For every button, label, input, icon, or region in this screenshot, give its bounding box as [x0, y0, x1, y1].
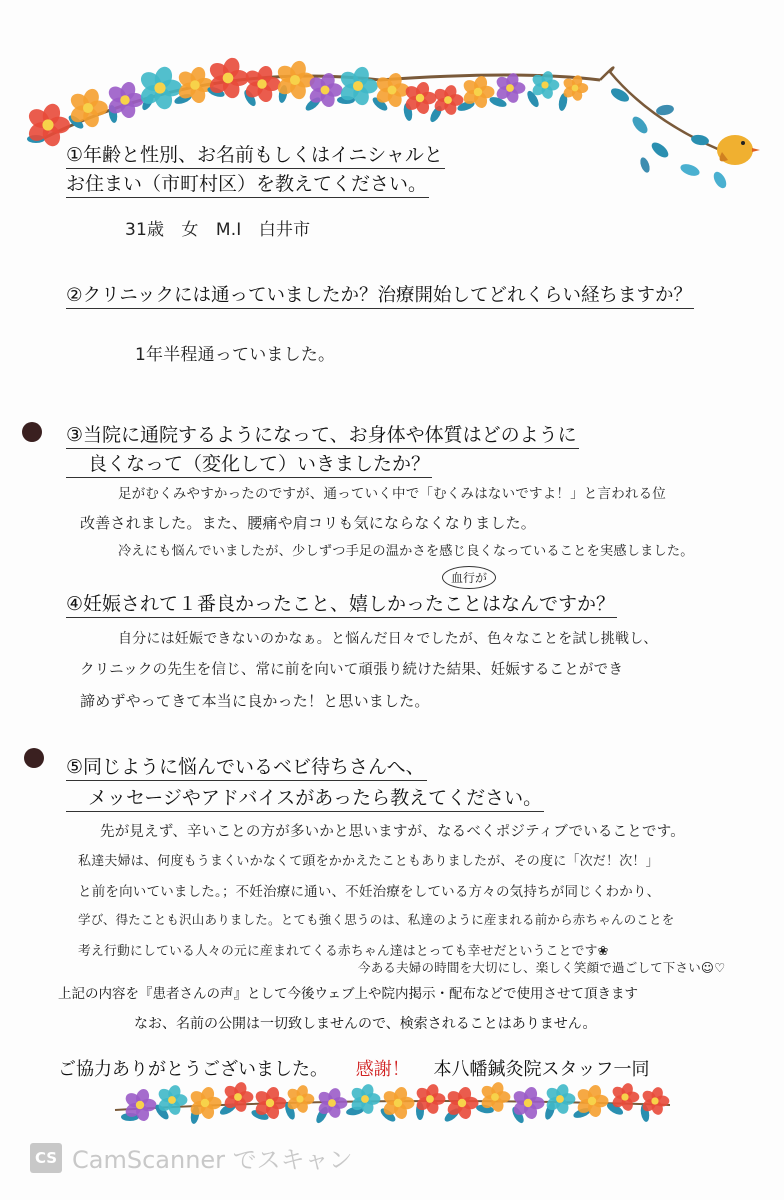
question-5-line-1: ⑤同じように悩んでいるベビ待ちさんへ、: [66, 755, 427, 781]
question-4: [66, 592, 617, 618]
question-5: [66, 755, 544, 812]
floral-garland-bottom: [0, 1075, 784, 1135]
answer-4-line-1: 自分には妊娠できないのかなぁ。と悩んだ日々でしたが、色々なことを試し挑戦し、: [118, 631, 658, 647]
answer-5-line-3: と前を向いていました。；不妊治療に通い、不妊治療をしている方々の気持ちが同じくわかり、: [78, 884, 661, 900]
question-2-line-1: ②クリニックには通っていましたか？治療開始してどれくらい経ちますか？: [66, 283, 694, 309]
question-5-line-2: メッセージやアドバイスがあったら教えてください。: [66, 786, 544, 812]
question-3-line-2: 良くなって（変化して）いきましたか？: [66, 452, 432, 478]
privacy-notice: なお、名前の公開は一切致しませんので、検索されることはありません。: [134, 1016, 597, 1032]
question-4-line-1: ④妊娠されて１番良かったこと、嬉しかったことはなんですか？: [66, 592, 617, 618]
camscanner-watermark: [30, 1140, 353, 1175]
usage-notice: 上記の内容を『患者さんの声』として今後ウェブ上や院内掲示・配布などで使用させて頂きます: [58, 986, 638, 1002]
answer-5-line-1: 先が見えず、辛いことの方が多いかと思いますが、なるべくポジティブでいることです。: [100, 824, 685, 840]
leaf-branch-icon: [609, 86, 729, 191]
answer-3-line-3: 冷えにも悩んでいましたが、少しずつ手足の温かさを感じ良くなっていることを実感しました。: [118, 544, 694, 559]
question-1-line-1: ①年齢と性別、お名前もしくはイニシャルと: [66, 143, 445, 169]
answer-5-line-6: 今ある夫婦の時間を大切にし、楽しく笑顔で過ごして下さい☺♡: [358, 960, 726, 975]
answer-3-line-1: 足がむくみやすかったのですが、通っていく中で「むくみはないですよ！」と言われる位: [118, 486, 666, 502]
question-3-line-1: ③当院に通院するようになって、お身体や体質はどのように: [66, 423, 579, 449]
binder-hole: [22, 422, 42, 442]
staff-signature: 本八幡鍼灸院スタッフ一同: [433, 1059, 650, 1080]
answer-2: 1年半程通っていました。: [135, 345, 336, 365]
answer-4-line-3: 諦めずやってきて本当に良かった！と思いました。: [80, 692, 430, 710]
bird-icon: [717, 135, 760, 165]
binder-hole: [24, 748, 44, 768]
answer-5-line-4: 学び、得たことも沢山ありました。とても強く思うのは、私達のように産まれる前から赤ちゃんのことを: [78, 912, 675, 927]
answer-5-line-5: 考え行動にしている人々の元に産まれてくる赤ちゃん達はとっても幸せだということです❀: [78, 944, 609, 959]
camscanner-text: CamScanner でスキャン: [72, 1146, 353, 1174]
question-2: [66, 283, 694, 309]
camscanner-logo-icon: CS: [30, 1143, 62, 1173]
question-1: [66, 143, 445, 198]
answer-3-line-2: 改善されました。また、腰痛や肩コリも気にならなくなりました。: [80, 514, 537, 532]
kansha-text: 感謝！: [355, 1059, 410, 1080]
inserted-note: 血行が: [442, 566, 496, 589]
answer-1: 31歳 女 M.I 白井市: [125, 220, 311, 240]
question-3: [66, 423, 579, 478]
answer-4-line-2: クリニックの先生を信じ、常に前を向いて頑張り続けた結果、妊娠することができ: [80, 662, 624, 678]
answer-5-line-2: 私達夫婦は、何度もうまくいかなくて頭をかかえたこともありましたが、その度に「次だ！次！」: [78, 854, 659, 869]
thanks-text: ご協力ありがとうございました。: [58, 1059, 328, 1080]
question-1-line-2: お住まい（市町村区）を教えてください。: [66, 172, 429, 198]
